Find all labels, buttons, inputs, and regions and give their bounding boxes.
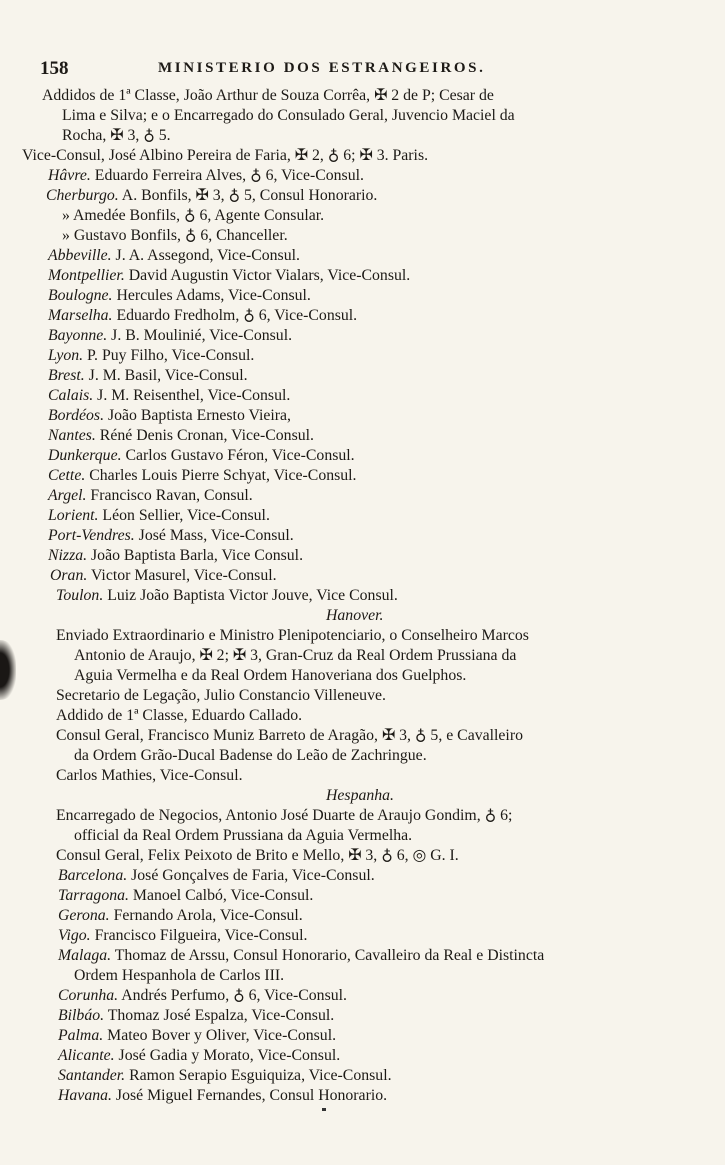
- line-text: Francisco Ravan, Consul.: [86, 487, 253, 504]
- line-text: João Baptista Barla, Vice Consul.: [87, 547, 304, 564]
- text-line: [58, 1066, 478, 1086]
- line-text: Thomaz de Arssu, Consul Honorario, Cavalleiro da Real e Distincta: [111, 947, 545, 964]
- page-number: 158: [40, 58, 69, 79]
- line-text: Luiz João Baptista Victor Jouve, Vice Consul.: [103, 587, 398, 604]
- text-line: [58, 1026, 378, 1046]
- place-name: Toulon.: [56, 587, 104, 604]
- text-line: [46, 186, 506, 206]
- place-name: Calais.: [48, 387, 94, 404]
- line-text: David Augustin Victor Vialars, Vice-Consul.: [124, 267, 411, 284]
- line-text: Encarregado de Negocios, Antonio José Duarte de Araujo Gondim, ♁ 6;: [56, 807, 513, 824]
- section-heading: [326, 786, 446, 806]
- text-line: [56, 626, 676, 646]
- line-text: Hercules Adams, Vice-Consul.: [112, 287, 311, 304]
- place-name: Gerona.: [58, 907, 110, 924]
- place-name: Alicante.: [58, 1047, 115, 1064]
- text-line: [74, 666, 634, 686]
- line-text: » Amedée Bonfils, ♁ 6, Agente Consular.: [62, 207, 325, 224]
- place-name: Lorient.: [48, 507, 99, 524]
- line-text: Léon Sellier, Vice-Consul.: [98, 507, 270, 524]
- line-text: Consul Geral, Francisco Muniz Barreto de Aragão, ✠ 3, ♁ 5, e Cavalleiro: [56, 727, 523, 744]
- line-text: Charles Louis Pierre Schyat, Vice-Consul.: [85, 467, 357, 484]
- text-line: [74, 826, 544, 846]
- text-line: [48, 366, 338, 386]
- line-text: J. M. Basil, Vice-Consul.: [84, 367, 248, 384]
- footer-dot: [322, 1108, 326, 1111]
- running-title: MINISTERIO DOS ESTRANGEIROS.: [158, 60, 486, 76]
- text-line: [62, 226, 382, 246]
- place-name: Bordéos.: [48, 407, 105, 424]
- place-name: Marselha.: [48, 307, 113, 324]
- line-text: Vice-Consul, José Albino Pereira de Faria, ✠ 2, ♁ 6; ✠ 3. Paris.: [22, 147, 429, 164]
- text-line: [58, 1086, 458, 1106]
- margin-ink-mark: [0, 640, 16, 700]
- section-heading-text: Hespanha.: [326, 787, 395, 804]
- text-line: [48, 466, 478, 486]
- line-text: Eduardo Ferreira Alves, ♁ 6, Vice-Consul.: [90, 167, 364, 184]
- place-name: Tarragona.: [58, 887, 129, 904]
- text-line: [56, 726, 676, 746]
- text-line: [74, 746, 534, 766]
- text-line: [48, 386, 378, 406]
- line-text: José Gonçalves de Faria, Vice-Consul.: [127, 867, 375, 884]
- text-line: [74, 646, 674, 666]
- line-text: Thomaz José Espalza, Vice-Consul.: [104, 1007, 335, 1024]
- text-line: [62, 206, 462, 226]
- line-text: J. M. Reisenthel, Vice-Consul.: [93, 387, 291, 404]
- line-text: da Ordem Grão-Ducal Badense do Leão de Zachringue.: [74, 747, 427, 764]
- line-text: Mateo Bover y Oliver, Vice-Consul.: [103, 1027, 337, 1044]
- line-text: Carlos Mathies, Vice-Consul.: [56, 767, 243, 784]
- text-line: [48, 546, 378, 566]
- line-text: Fernando Arola, Vice-Consul.: [109, 907, 303, 924]
- place-name: Vigo.: [58, 927, 91, 944]
- line-text: J. A. Assegond, Vice-Consul.: [111, 247, 300, 264]
- line-text: Francisco Filgueira, Vice-Consul.: [90, 927, 308, 944]
- line-text: » Gustavo Bonfils, ♁ 6, Chanceller.: [62, 227, 288, 244]
- line-text: Victor Masurel, Vice-Consul.: [87, 567, 277, 584]
- line-text: Lima e Silva; e o Encarregado do Consulado Geral, Juvencio Maciel da: [62, 107, 515, 124]
- line-text: Enviado Extraordinario e Ministro Plenipotenciario, o Conselheiro Marcos: [56, 627, 529, 644]
- text-line: [48, 266, 538, 286]
- text-line: [58, 986, 418, 1006]
- place-name: Bayonne.: [48, 327, 108, 344]
- line-text: José Gadia y Morato, Vice-Consul.: [114, 1047, 341, 1064]
- text-line: [58, 886, 388, 906]
- place-name: Oran.: [50, 567, 88, 584]
- line-text: Andrés Perfumo, ♁ 6, Vice-Consul.: [118, 987, 347, 1004]
- line-text: Consul Geral, Felix Peixoto de Brito e Mello, ✠ 3, ♁ 6, ◎ G. I.: [56, 847, 459, 864]
- text-line: [50, 566, 370, 586]
- line-text: Ramon Serapio Esguiquiza, Vice-Consul.: [125, 1067, 392, 1084]
- place-name: Abbeville.: [48, 247, 112, 264]
- place-name: Hâvre.: [48, 167, 91, 184]
- text-line: [48, 486, 348, 506]
- place-name: Cherburgo.: [46, 187, 119, 204]
- text-line: [56, 706, 356, 726]
- line-text: J. B. Moulinié, Vice-Consul.: [107, 327, 293, 344]
- text-line: [56, 766, 336, 786]
- place-name: Boulogne.: [48, 287, 113, 304]
- line-text: Aguia Vermelha e da Real Ordem Hanoveriana dos Guelphos.: [74, 667, 467, 684]
- line-text: José Mass, Vice-Consul.: [134, 527, 294, 544]
- place-name: Barcelona.: [58, 867, 128, 884]
- text-line: [48, 406, 408, 426]
- line-text: Addidos de 1ª Classe, João Arthur de Souza Corrêa, ✠ 2 de P; Cesar de: [42, 87, 494, 104]
- text-line: [48, 506, 358, 526]
- line-text: Manoel Calbó, Vice-Consul.: [128, 887, 314, 904]
- text-line: [48, 526, 378, 546]
- text-line: [48, 286, 408, 306]
- place-name: Nizza.: [48, 547, 88, 564]
- line-text: João Baptista Ernesto Vieira,: [104, 407, 291, 424]
- line-text: A. Bonfils, ✠ 3, ♁ 5, Consul Honorario.: [118, 187, 378, 204]
- text-line: [58, 1046, 388, 1066]
- place-name: Argel.: [48, 487, 87, 504]
- text-line: [58, 866, 458, 886]
- place-name: Nantes.: [48, 427, 96, 444]
- place-name: Dunkerque.: [48, 447, 122, 464]
- line-text: Carlos Gustavo Féron, Vice-Consul.: [121, 447, 355, 464]
- line-text: Addido de 1ª Classe, Eduardo Callado.: [56, 707, 303, 724]
- text-line: [56, 806, 676, 826]
- line-text: Antonio de Araujo, ✠ 2; ✠ 3, Gran-Cruz da Real Ordem Prussiana da: [74, 647, 517, 664]
- line-text: Secretario de Legação, Julio Constancio Villeneuve.: [56, 687, 386, 704]
- text-line: [58, 926, 378, 946]
- text-line: [48, 166, 498, 186]
- place-name: Palma.: [58, 1027, 104, 1044]
- text-line: [48, 306, 448, 326]
- place-name: Malaga.: [58, 947, 112, 964]
- text-line: [58, 906, 378, 926]
- line-text: official da Real Ordem Prussiana da Aguia Vermelha.: [74, 827, 413, 844]
- place-name: Brest.: [48, 367, 85, 384]
- text-line: [42, 86, 672, 106]
- line-text: Ordem Hespanhola de Carlos III.: [74, 967, 285, 984]
- text-line: [56, 686, 536, 706]
- place-name: Corunha.: [58, 987, 119, 1004]
- line-text: José Miguel Fernandes, Consul Honorario.: [111, 1087, 388, 1104]
- text-line: [58, 1006, 398, 1026]
- line-text: Rocha, ✠ 3, ♁ 5.: [62, 127, 171, 144]
- text-line: [56, 586, 516, 606]
- line-text: Eduardo Fredholm, ♁ 6, Vice-Consul.: [112, 307, 358, 324]
- line-text: P. Puy Filho, Vice-Consul.: [83, 347, 255, 364]
- text-line: [74, 966, 364, 986]
- text-line: [48, 346, 348, 366]
- text-line: [62, 106, 672, 126]
- text-line: [48, 446, 458, 466]
- place-name: Port-Vendres.: [48, 527, 135, 544]
- place-name: Montpellier.: [48, 267, 125, 284]
- text-line: [48, 326, 378, 346]
- place-name: Lyon.: [48, 347, 84, 364]
- section-heading-text: Hanover.: [326, 607, 384, 624]
- place-name: Santander.: [58, 1067, 126, 1084]
- text-line: [48, 426, 408, 446]
- line-text: Réné Denis Cronan, Vice-Consul.: [95, 427, 314, 444]
- text-line: [62, 126, 362, 146]
- place-name: Havana.: [58, 1087, 112, 1104]
- text-line: [58, 946, 678, 966]
- place-name: Bilbáo.: [58, 1007, 105, 1024]
- text-line: [22, 146, 672, 166]
- section-heading: [326, 606, 446, 626]
- place-name: Cette.: [48, 467, 86, 484]
- page-header: [40, 58, 680, 82]
- text-line: [56, 846, 626, 866]
- text-line: [48, 246, 378, 266]
